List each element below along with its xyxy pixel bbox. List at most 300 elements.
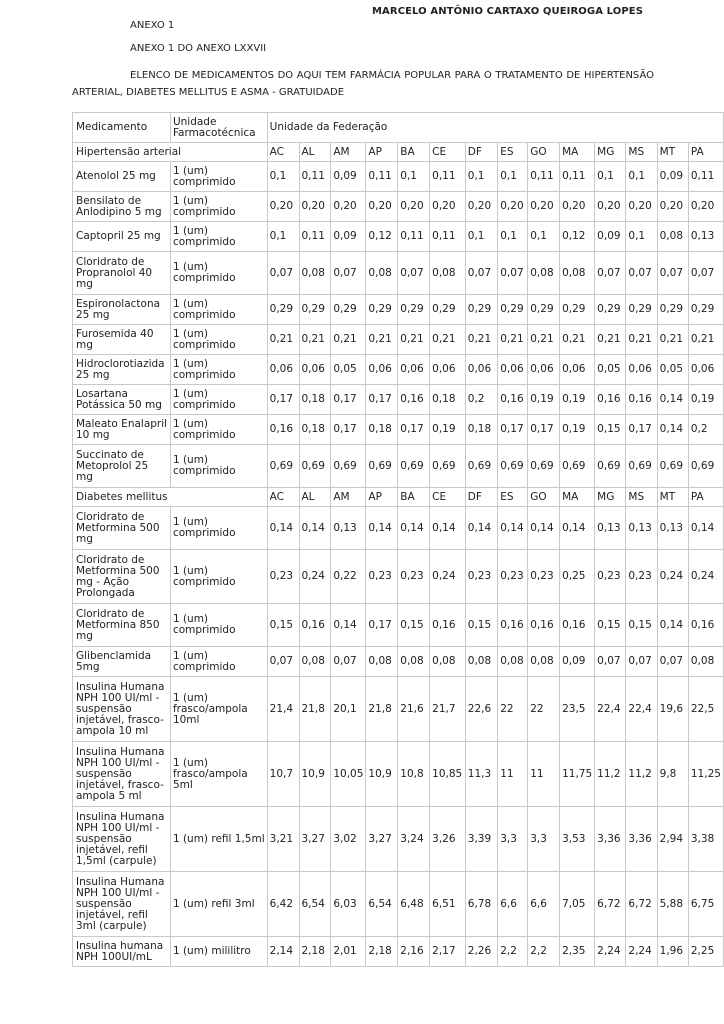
price-cell: 0,14	[657, 604, 688, 647]
price-cell: 2,26	[465, 937, 497, 967]
medication-price-table	[72, 112, 724, 967]
price-cell: 3,02	[331, 807, 366, 872]
price-cell: 0,16	[595, 385, 626, 415]
price-cell: 3,3	[528, 807, 560, 872]
state-code: PA	[688, 488, 723, 507]
price-cell: 0,20	[430, 192, 466, 222]
medication-name: Captopril 25 mg	[73, 222, 171, 252]
state-code: MS	[626, 488, 657, 507]
price-cell: 3,24	[398, 807, 430, 872]
price-cell: 0,29	[595, 295, 626, 325]
price-cell: 0,24	[688, 550, 723, 604]
table-row	[73, 507, 724, 550]
price-cell: 0,20	[366, 192, 398, 222]
price-cell: 0,21	[498, 325, 528, 355]
price-cell: 0,29	[299, 295, 331, 325]
price-cell: 0,21	[626, 325, 657, 355]
price-cell: 0,06	[299, 355, 331, 385]
price-cell: 0,17	[366, 604, 398, 647]
price-cell: 22,6	[465, 677, 497, 742]
price-cell: 0,17	[267, 385, 299, 415]
state-code: MT	[657, 143, 688, 162]
price-cell: 22,4	[626, 677, 657, 742]
medication-name: Cloridrato de Metformina 500 mg - Ação Prolongada	[73, 550, 171, 604]
price-cell: 0,08	[560, 252, 595, 295]
price-cell: 0,05	[331, 355, 366, 385]
price-cell: 0,22	[331, 550, 366, 604]
price-cell: 0,08	[498, 647, 528, 677]
price-cell: 0,17	[528, 415, 560, 445]
price-cell: 0,14	[398, 507, 430, 550]
price-cell: 0,1	[465, 162, 497, 192]
price-cell: 0,06	[267, 355, 299, 385]
pharmaceutical-unit: 1 (um) refil 1,5ml	[170, 807, 267, 872]
price-cell: 0,16	[299, 604, 331, 647]
price-cell: 3,3	[498, 807, 528, 872]
price-cell: 0,07	[626, 647, 657, 677]
price-cell: 3,36	[595, 807, 626, 872]
price-cell: 0,07	[398, 252, 430, 295]
medication-name: Cloridrato de Propranolol 40 mg	[73, 252, 171, 295]
table-row	[73, 550, 724, 604]
price-cell: 0,11	[398, 222, 430, 252]
price-cell: 0,06	[398, 355, 430, 385]
price-cell: 0,17	[498, 415, 528, 445]
state-code: AP	[366, 143, 398, 162]
price-cell: 0,07	[688, 252, 723, 295]
price-cell: 0,29	[465, 295, 497, 325]
state-code: MA	[560, 488, 595, 507]
price-cell: 0,06	[430, 355, 466, 385]
medication-name: Insulina Humana NPH 100 UI/ml - suspensão injetável, frasco-ampola 10 ml	[73, 677, 171, 742]
price-cell: 2,2	[528, 937, 560, 967]
price-cell: 0,15	[626, 604, 657, 647]
price-cell: 22	[528, 677, 560, 742]
price-cell: 0,29	[560, 295, 595, 325]
medication-name: Atenolol 25 mg	[73, 162, 171, 192]
price-cell: 0,06	[366, 355, 398, 385]
section-header-row	[73, 488, 724, 507]
price-cell: 10,9	[366, 742, 398, 807]
price-cell: 0,07	[331, 252, 366, 295]
table-row	[73, 355, 724, 385]
price-cell: 0,07	[267, 252, 299, 295]
price-cell: 0,29	[657, 295, 688, 325]
price-cell: 0,29	[430, 295, 466, 325]
price-cell: 10,85	[430, 742, 466, 807]
medication-name: Bensilato de Anlodipino 5 mg	[73, 192, 171, 222]
signer-name: MARCELO ANTÔNIO CARTAXO QUEIROGA LOPES	[372, 6, 643, 17]
price-cell: 0,21	[528, 325, 560, 355]
medication-name: Succinato de Metoprolol 25 mg	[73, 445, 171, 488]
price-cell: 10,05	[331, 742, 366, 807]
price-cell: 0,11	[299, 162, 331, 192]
price-cell: 0,1	[498, 162, 528, 192]
price-cell: 0,16	[430, 604, 466, 647]
state-code: CE	[430, 143, 466, 162]
price-cell: 0,29	[528, 295, 560, 325]
price-cell: 0,08	[465, 647, 497, 677]
table-row	[73, 192, 724, 222]
pharmaceutical-unit: 1 (um) mililitro	[170, 937, 267, 967]
price-cell: 0,20	[688, 192, 723, 222]
price-cell: 0,16	[626, 385, 657, 415]
price-cell: 22,4	[595, 677, 626, 742]
price-cell: 2,25	[688, 937, 723, 967]
price-cell: 0,29	[498, 295, 528, 325]
price-cell: 0,1	[528, 222, 560, 252]
header-uf: Unidade da Federação	[267, 113, 723, 143]
price-cell: 0,17	[626, 415, 657, 445]
price-cell: 11	[498, 742, 528, 807]
price-cell: 6,51	[430, 872, 466, 937]
price-cell: 0,24	[299, 550, 331, 604]
price-cell: 0,29	[331, 295, 366, 325]
price-cell: 0,69	[465, 445, 497, 488]
price-cell: 0,16	[688, 604, 723, 647]
pharmaceutical-unit: 1 (um) comprimido	[170, 252, 267, 295]
price-cell: 11,2	[626, 742, 657, 807]
price-cell: 0,15	[267, 604, 299, 647]
price-cell: 2,18	[366, 937, 398, 967]
price-cell: 0,1	[498, 222, 528, 252]
price-cell: 0,14	[498, 507, 528, 550]
price-cell: 6,6	[498, 872, 528, 937]
price-cell: 6,54	[299, 872, 331, 937]
medication-name: Losartana Potássica 50 mg	[73, 385, 171, 415]
price-cell: 0,07	[595, 252, 626, 295]
price-cell: 0,11	[366, 162, 398, 192]
price-cell: 0,06	[688, 355, 723, 385]
price-cell: 0,17	[331, 385, 366, 415]
price-cell: 0,11	[430, 222, 466, 252]
price-cell: 0,21	[430, 325, 466, 355]
state-code: AC	[267, 488, 299, 507]
price-cell: 21,8	[299, 677, 331, 742]
price-cell: 2,35	[560, 937, 595, 967]
price-cell: 11,3	[465, 742, 497, 807]
table-row	[73, 937, 724, 967]
intro-paragraph: ELENCO DE MEDICAMENTOS DO AQUI TEM FARMÁCIA POPULAR PARA O TRATAMENTO DE HIPERTENSÃO ARTERIAL, DIABETES MELLITUS E ASMA - GRATUIDADE	[72, 70, 654, 98]
price-cell: 0,20	[528, 192, 560, 222]
price-cell: 11,2	[595, 742, 626, 807]
price-cell: 0,07	[331, 647, 366, 677]
price-cell: 0,23	[398, 550, 430, 604]
price-cell: 0,1	[626, 162, 657, 192]
table-row	[73, 742, 724, 807]
price-cell: 0,15	[595, 604, 626, 647]
price-cell: 0,07	[657, 647, 688, 677]
price-cell: 0,13	[657, 507, 688, 550]
price-cell: 0,06	[465, 355, 497, 385]
price-cell: 0,08	[657, 222, 688, 252]
price-cell: 0,69	[366, 445, 398, 488]
price-cell: 0,08	[299, 647, 331, 677]
price-cell: 9,8	[657, 742, 688, 807]
price-cell: 0,21	[465, 325, 497, 355]
price-cell: 0,06	[626, 355, 657, 385]
price-cell: 0,25	[560, 550, 595, 604]
price-cell: 0,29	[267, 295, 299, 325]
price-cell: 0,14	[657, 385, 688, 415]
price-cell: 0,29	[626, 295, 657, 325]
price-cell: 1,96	[657, 937, 688, 967]
state-code: MS	[626, 143, 657, 162]
price-cell: 0,23	[366, 550, 398, 604]
price-cell: 0,18	[465, 415, 497, 445]
price-cell: 0,09	[657, 162, 688, 192]
pharmaceutical-unit: 1 (um) comprimido	[170, 325, 267, 355]
price-cell: 0,69	[626, 445, 657, 488]
price-cell: 0,08	[398, 647, 430, 677]
price-cell: 11	[528, 742, 560, 807]
price-cell: 0,20	[267, 192, 299, 222]
pharmaceutical-unit: 1 (um) frasco/ampola 5ml	[170, 742, 267, 807]
price-cell: 3,27	[366, 807, 398, 872]
section-title: Hipertensão arterial	[73, 143, 268, 162]
price-cell: 3,26	[430, 807, 466, 872]
table-row	[73, 385, 724, 415]
table-row	[73, 647, 724, 677]
state-code: AL	[299, 143, 331, 162]
pharmaceutical-unit: 1 (um) comprimido	[170, 507, 267, 550]
price-cell: 0,23	[528, 550, 560, 604]
price-cell: 0,14	[688, 507, 723, 550]
state-code: CE	[430, 488, 466, 507]
price-cell: 0,07	[657, 252, 688, 295]
price-cell: 0,14	[430, 507, 466, 550]
price-cell: 2,01	[331, 937, 366, 967]
price-cell: 0,69	[331, 445, 366, 488]
price-cell: 22	[498, 677, 528, 742]
table-row	[73, 872, 724, 937]
price-cell: 0,18	[366, 415, 398, 445]
price-cell: 0,20	[398, 192, 430, 222]
price-cell: 10,8	[398, 742, 430, 807]
price-cell: 0,2	[465, 385, 497, 415]
price-cell: 0,13	[688, 222, 723, 252]
price-cell: 0,13	[331, 507, 366, 550]
price-cell: 0,14	[528, 507, 560, 550]
price-cell: 0,21	[560, 325, 595, 355]
price-cell: 0,13	[595, 507, 626, 550]
state-code: BA	[398, 143, 430, 162]
price-cell: 0,14	[560, 507, 595, 550]
price-cell: 2,2	[498, 937, 528, 967]
medication-name: Furosemida 40 mg	[73, 325, 171, 355]
price-cell: 0,07	[267, 647, 299, 677]
price-cell: 0,08	[688, 647, 723, 677]
annex-subtitle: ANEXO 1 DO ANEXO LXXVII	[130, 43, 267, 54]
price-cell: 0,20	[595, 192, 626, 222]
state-code: GO	[528, 143, 560, 162]
price-cell: 0,05	[657, 355, 688, 385]
price-cell: 0,19	[430, 415, 466, 445]
price-cell: 0,69	[560, 445, 595, 488]
price-cell: 0,11	[528, 162, 560, 192]
price-cell: 0,1	[398, 162, 430, 192]
price-cell: 0,16	[528, 604, 560, 647]
price-cell: 0,29	[398, 295, 430, 325]
price-cell: 6,72	[626, 872, 657, 937]
price-cell: 0,17	[331, 415, 366, 445]
table-row	[73, 162, 724, 192]
price-cell: 0,69	[299, 445, 331, 488]
price-cell: 0,11	[560, 162, 595, 192]
price-cell: 0,1	[267, 162, 299, 192]
price-cell: 10,7	[267, 742, 299, 807]
table-header-row	[73, 113, 724, 143]
state-code: AC	[267, 143, 299, 162]
price-cell: 3,53	[560, 807, 595, 872]
pharmaceutical-unit: 1 (um) frasco/ampola 10ml	[170, 677, 267, 742]
price-cell: 0,13	[626, 507, 657, 550]
price-cell: 2,24	[595, 937, 626, 967]
price-cell: 0,29	[688, 295, 723, 325]
state-code: AM	[331, 488, 366, 507]
price-cell: 0,15	[465, 604, 497, 647]
price-cell: 0,14	[267, 507, 299, 550]
price-cell: 0,08	[366, 647, 398, 677]
price-cell: 0,12	[560, 222, 595, 252]
pharmaceutical-unit: 1 (um) comprimido	[170, 385, 267, 415]
price-cell: 0,14	[331, 604, 366, 647]
price-cell: 0,69	[657, 445, 688, 488]
price-cell: 0,11	[430, 162, 466, 192]
price-cell: 0,08	[430, 252, 466, 295]
price-cell: 0,07	[465, 252, 497, 295]
price-cell: 0,07	[626, 252, 657, 295]
price-cell: 21,7	[430, 677, 466, 742]
price-cell: 0,21	[366, 325, 398, 355]
state-code: BA	[398, 488, 430, 507]
table-row	[73, 222, 724, 252]
state-code: AL	[299, 488, 331, 507]
table-row	[73, 807, 724, 872]
medication-name: Maleato Enalapril 10 mg	[73, 415, 171, 445]
price-cell: 0,15	[398, 604, 430, 647]
price-cell: 0,16	[267, 415, 299, 445]
price-cell: 0,05	[595, 355, 626, 385]
state-code: ES	[498, 488, 528, 507]
price-cell: 0,23	[498, 550, 528, 604]
price-cell: 0,69	[688, 445, 723, 488]
price-cell: 11,25	[688, 742, 723, 807]
price-cell: 0,2	[688, 415, 723, 445]
table-row	[73, 252, 724, 295]
price-cell: 3,38	[688, 807, 723, 872]
price-cell: 0,20	[299, 192, 331, 222]
pharmaceutical-unit: 1 (um) comprimido	[170, 192, 267, 222]
price-cell: 0,1	[465, 222, 497, 252]
price-cell: 0,08	[430, 647, 466, 677]
price-cell: 11,75	[560, 742, 595, 807]
price-cell: 0,21	[299, 325, 331, 355]
price-cell: 0,23	[626, 550, 657, 604]
price-cell: 6,03	[331, 872, 366, 937]
price-cell: 7,05	[560, 872, 595, 937]
price-cell: 0,17	[366, 385, 398, 415]
section-title: Diabetes mellitus	[73, 488, 268, 507]
table-row	[73, 604, 724, 647]
price-cell: 19,6	[657, 677, 688, 742]
price-cell: 0,09	[560, 647, 595, 677]
price-cell: 0,16	[398, 385, 430, 415]
price-cell: 0,23	[595, 550, 626, 604]
price-cell: 0,1	[626, 222, 657, 252]
pharmaceutical-unit: 1 (um) comprimido	[170, 222, 267, 252]
table-row	[73, 445, 724, 488]
price-cell: 0,14	[657, 415, 688, 445]
price-cell: 0,20	[465, 192, 497, 222]
price-cell: 0,18	[299, 385, 331, 415]
price-cell: 0,21	[688, 325, 723, 355]
price-cell: 3,21	[267, 807, 299, 872]
medication-name: Hidroclorotiazida 25 mg	[73, 355, 171, 385]
medication-name: Glibenclamida 5mg	[73, 647, 171, 677]
price-cell: 0,14	[299, 507, 331, 550]
price-cell: 2,24	[626, 937, 657, 967]
price-cell: 0,69	[430, 445, 466, 488]
price-cell: 6,75	[688, 872, 723, 937]
price-cell: 2,94	[657, 807, 688, 872]
price-cell: 5,88	[657, 872, 688, 937]
annex-title: ANEXO 1	[130, 20, 175, 31]
state-code: ES	[498, 143, 528, 162]
price-cell: 0,21	[267, 325, 299, 355]
price-cell: 0,06	[528, 355, 560, 385]
state-code: DF	[465, 143, 497, 162]
price-cell: 0,20	[560, 192, 595, 222]
price-cell: 2,17	[430, 937, 466, 967]
price-cell: 0,07	[498, 252, 528, 295]
price-cell: 0,19	[528, 385, 560, 415]
pharmaceutical-unit: 1 (um) comprimido	[170, 415, 267, 445]
price-cell: 0,20	[626, 192, 657, 222]
price-cell: 0,16	[498, 604, 528, 647]
price-cell: 2,18	[299, 937, 331, 967]
medication-name: Insulina Humana NPH 100 UI/ml - suspensão injetável, refil 3ml (carpule)	[73, 872, 171, 937]
price-cell: 23,5	[560, 677, 595, 742]
price-cell: 0,20	[657, 192, 688, 222]
price-cell: 0,17	[398, 415, 430, 445]
medication-name: Cloridrato de Metformina 500 mg	[73, 507, 171, 550]
state-code: GO	[528, 488, 560, 507]
price-cell: 0,19	[560, 385, 595, 415]
table-row	[73, 677, 724, 742]
price-cell: 0,21	[331, 325, 366, 355]
medication-name: Espironolactona 25 mg	[73, 295, 171, 325]
price-cell: 0,23	[267, 550, 299, 604]
pharmaceutical-unit: 1 (um) refil 3ml	[170, 872, 267, 937]
pharmaceutical-unit: 1 (um) comprimido	[170, 355, 267, 385]
state-code: MA	[560, 143, 595, 162]
price-cell: 0,69	[595, 445, 626, 488]
price-cell: 3,27	[299, 807, 331, 872]
price-cell: 0,19	[688, 385, 723, 415]
price-cell: 0,24	[657, 550, 688, 604]
price-cell: 0,21	[398, 325, 430, 355]
price-cell: 0,08	[528, 647, 560, 677]
price-cell: 6,48	[398, 872, 430, 937]
table-row	[73, 325, 724, 355]
table-row	[73, 415, 724, 445]
price-cell: 0,21	[595, 325, 626, 355]
price-cell: 0,09	[331, 222, 366, 252]
medication-name: Insulina humana NPH 100UI/mL	[73, 937, 171, 967]
price-cell: 0,12	[366, 222, 398, 252]
price-cell: 0,69	[528, 445, 560, 488]
